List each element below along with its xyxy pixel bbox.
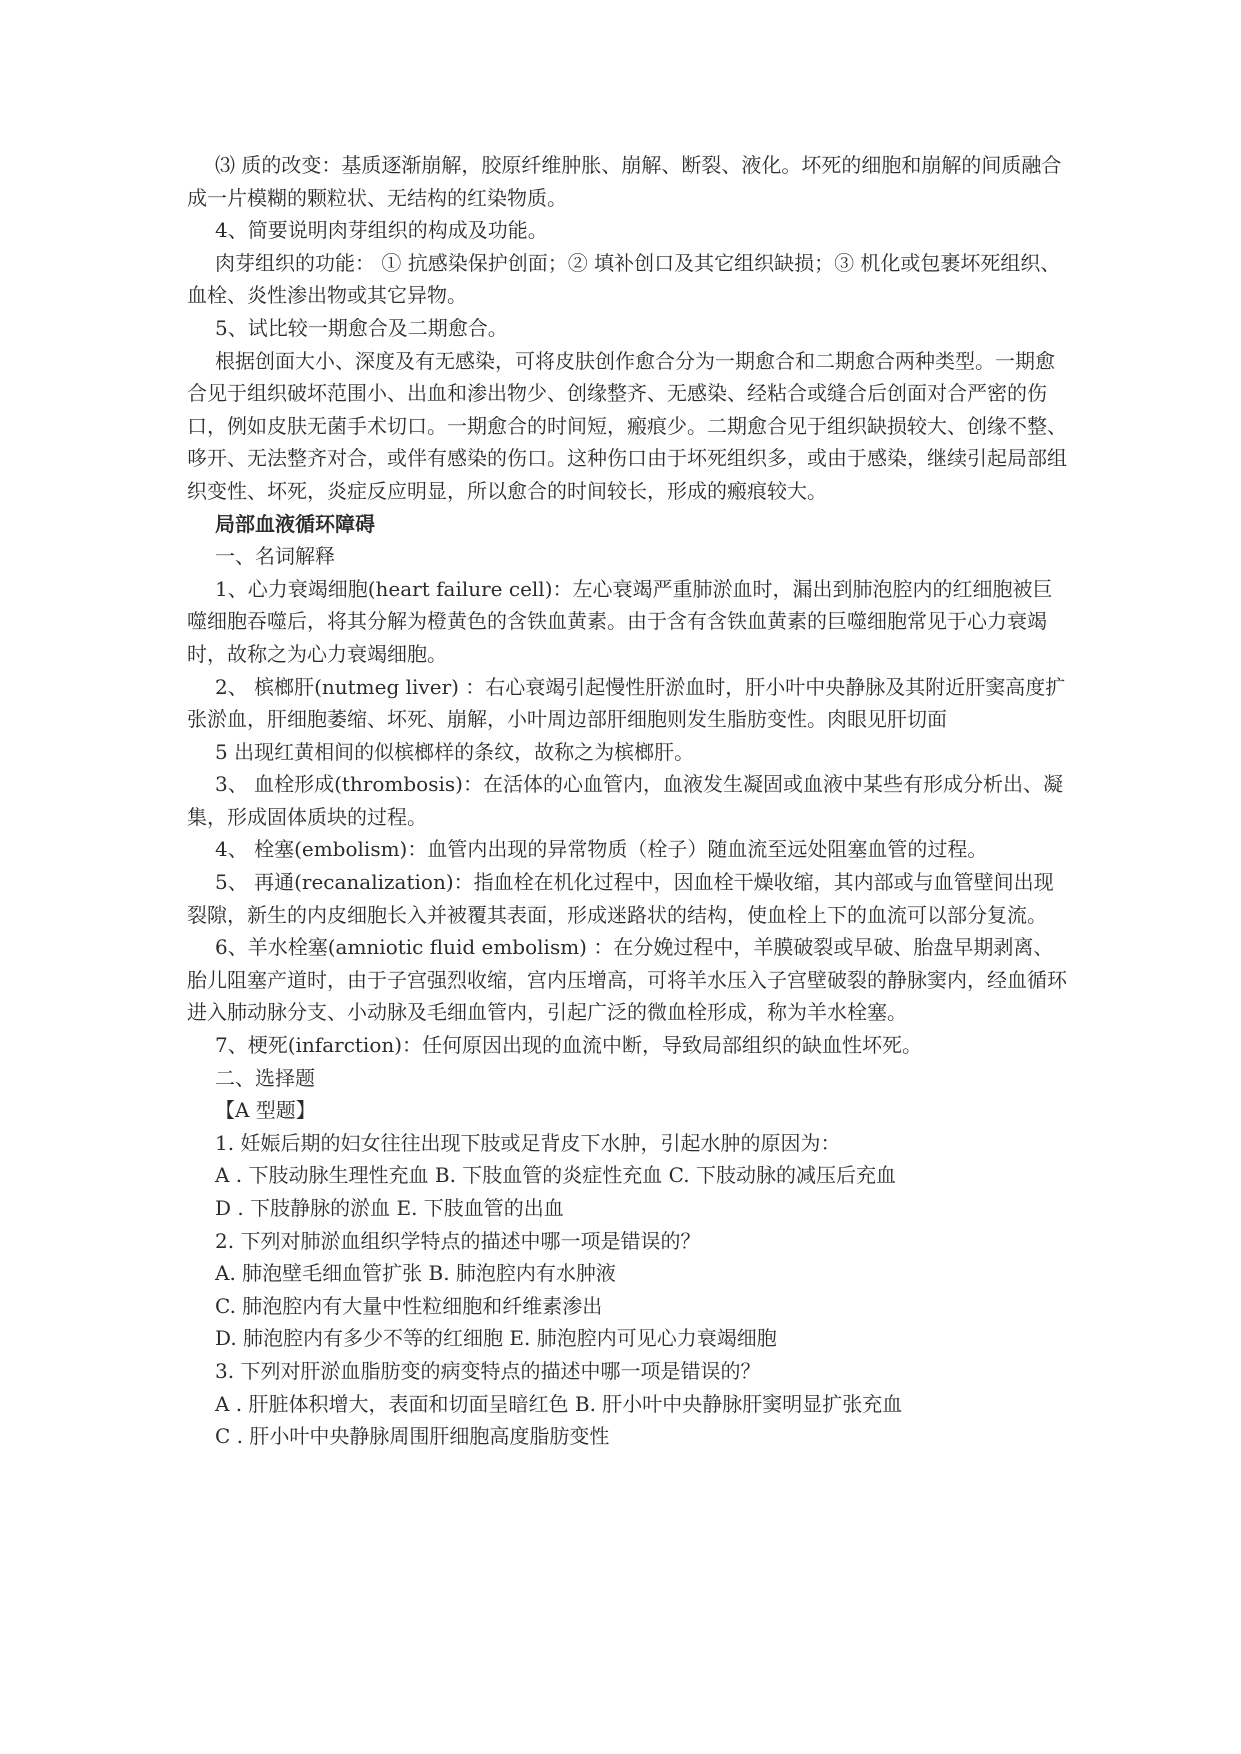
document-body xyxy=(187,149,1067,1453)
term-heart-failure-cell: 1、心力衰竭细胞(heart failure cell)：左心衰竭严重肺淤血时，漏出到肺泡腔内的红细胞被巨噬细胞吞噬后，将其分解为橙黄色的含铁血黄素。由于含有含铁血黄素的巨噬细胞常见于心力衰竭时，故称之为心力衰竭细胞。 xyxy=(187,576,1053,666)
mcq-1-stem: 1. 妊娠后期的妇女往往出现下肢或足背皮下水肿，引起水肿的原因为： xyxy=(215,1130,841,1155)
question-type-label: 【A 型题】 xyxy=(215,1098,316,1123)
answer-5: 根据创面大小、深度及有无感染，可将皮肤创作愈合分为一期愈合和二期愈合两种类型。一期愈合见于组织破坏范围小、出血和渗出物少、创缘整齐、无感染、经粘合或缝合后创面对合严密的伤口，例如皮肤无菌手术切口。一期愈合的时间短，瘢痕少。二期愈合见于组织缺损较大、创缘不整、哆开、无法整齐对合，或伴有感染的伤口。这种伤口由于坏死组织多，或由于感染，继续引起局部组织变性、坏死，炎症反应明显，所以愈合的时间较长，形成的瘢痕较大。 xyxy=(187,348,1067,503)
mcq-2-option-c: C. 肺泡腔内有大量中性粒细胞和纤维素渗出 xyxy=(215,1293,603,1318)
mcq-3-stem: 3. 下列对肝淤血脂肪变的病变特点的描述中哪一项是错误的？ xyxy=(215,1358,761,1383)
question-5: 5、试比较一期愈合及二期愈合。 xyxy=(215,315,508,340)
mcq-2-options-a-b: A. 肺泡壁毛细血管扩张 B. 肺泡腔内有水肿液 xyxy=(215,1261,616,1286)
mcq-1-options-a-c: A . 下肢动脉生理性充血 B. 下肢血管的炎症性充血 C. 下肢动脉的减压后充血 xyxy=(215,1163,896,1188)
paragraph-quality-change: ⑶ 质的改变：基质逐渐崩解，胶原纤维肿胀、崩解、断裂、液化。坏死的细胞和崩解的间质融合成一片模糊的颗粒状、无结构的红染物质。 xyxy=(187,153,1062,210)
mcq-2-options-d-e: D. 肺泡腔内有多少不等的红细胞 E. 肺泡腔内可见心力衰竭细胞 xyxy=(215,1326,777,1351)
term-infarction: 7、梗死(infarction)：任何原因出现的血流中断，导致局部组织的缺血性坏死。 xyxy=(215,1033,923,1058)
term-nutmeg-liver-continued: 5 出现红黄相间的似槟榔样的条纹，故称之为槟榔肝。 xyxy=(215,739,695,764)
mcq-2-stem: 2. 下列对肺淤血组织学特点的描述中哪一项是错误的？ xyxy=(215,1228,701,1253)
question-4: 4、简要说明肉芽组织的构成及功能。 xyxy=(215,218,548,243)
term-recanalization: 5、 再通(recanalization)：指血栓在机化过程中，因血栓干燥收缩，其内部或与血管壁间出现裂隙，新生的内皮细胞长入并被覆其表面，形成迷路状的结构，使血栓上下的血流可以部分复流。 xyxy=(187,870,1054,927)
mcq-1-options-d-e: D . 下肢静脉的淤血 E. 下肢血管的出血 xyxy=(215,1196,564,1220)
mcq-3-options-a-b: A . 肝脏体积增大，表面和切面呈暗红色 B. 肝小叶中央静脉肝窦明显扩张充血 xyxy=(215,1391,903,1416)
mcq-3-option-c: C . 肝小叶中央静脉周围肝细胞高度脂肪变性 xyxy=(215,1424,610,1449)
term-embolism: 4、 栓塞(embolism)：血管内出现的异常物质（栓子）随血流至远处阻塞血管的过程。 xyxy=(215,837,988,862)
term-amniotic-fluid-embolism: 6、羊水栓塞(amniotic fluid embolism) ：在分娩过程中，羊膜破裂或早破、胎盘早期剥离、胎儿阻塞产道时，由于子宫强烈收缩，宫内压增高，可将羊水压入子宫壁破裂的静脉窦内，经血循环进入肺动脉分支、小动脉及毛细血管内，引起广泛的微血栓形成，称为羊水栓塞。 xyxy=(187,935,1067,1025)
term-nutmeg-liver: 2、 槟榔肝(nutmeg liver) ：右心衰竭引起慢性肝淤血时，肝小叶中央静脉及其附近肝窦高度扩张淤血，肝细胞萎缩、坏死、崩解，小叶周边部肝细胞则发生脂肪变性。肉眼见肝切面 xyxy=(187,674,1066,732)
subsection-terms: 一、名词解释 xyxy=(215,544,335,569)
subsection-choice: 二、选择题 xyxy=(215,1065,315,1090)
section-heading: 局部血液循环障碍 xyxy=(215,511,375,536)
term-thrombosis: 3、 血栓形成(thrombosis)：在活体的心血管内，血液发生凝固或血液中某些有形成分析出、凝集，形成固体质块的过程。 xyxy=(187,772,1063,829)
answer-4: 肉芽组织的功能： ① 抗感染保护创面；② 填补创口及其它组织缺损；③ 机化或包裹坏死组织、血栓、炎性渗出物或其它异物。 xyxy=(187,250,1061,308)
